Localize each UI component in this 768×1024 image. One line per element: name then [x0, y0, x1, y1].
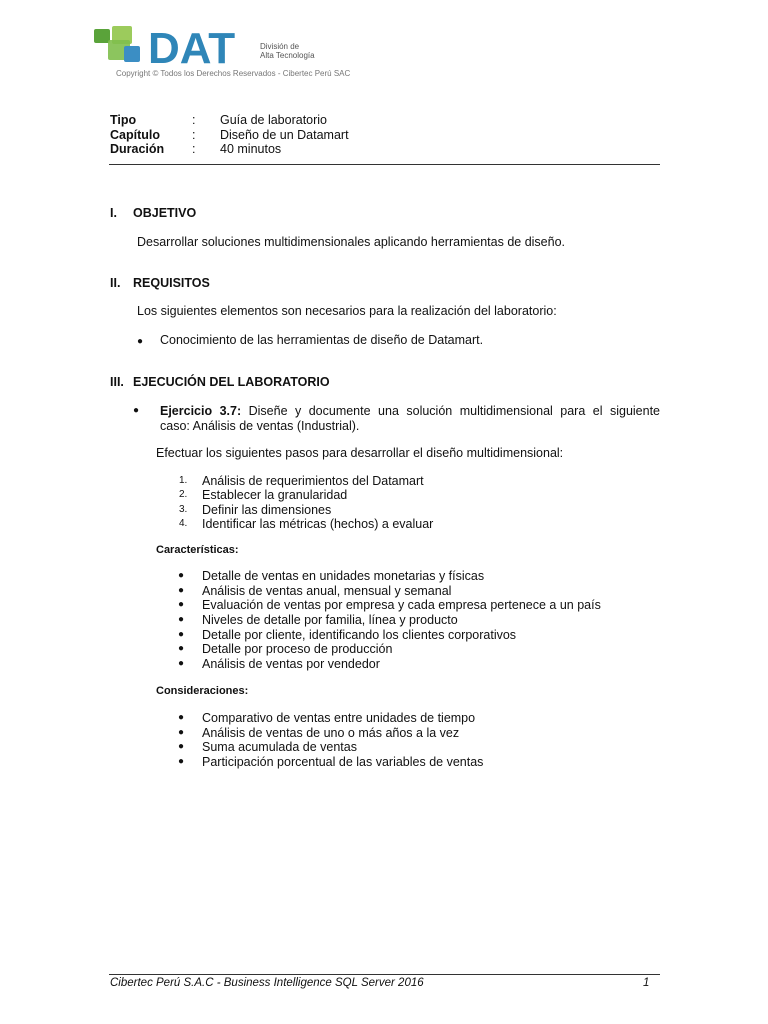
- logo-squares-icon: [94, 26, 264, 68]
- list-item: [179, 474, 433, 488]
- list-item-text: Evaluación de ventas por empresa y cada empresa pertenece a un país: [202, 598, 601, 613]
- division-line-1: División de: [260, 42, 300, 51]
- footer-text: Cibertec Perú S.A.C - Business Intelligence SQL Server 2016: [110, 977, 424, 989]
- bullet-icon: ●: [178, 599, 185, 611]
- bullet-icon: ●: [178, 643, 185, 655]
- bullet-icon: ●: [178, 741, 185, 753]
- step-number: 1.: [179, 475, 188, 486]
- section-objetivo-title: [110, 206, 196, 220]
- exercise-label: Ejercicio 3.7:: [160, 404, 242, 418]
- section-heading: EJECUCIÓN DEL LABORATORIO: [133, 375, 330, 389]
- step-text: Definir las dimensiones: [202, 502, 332, 517]
- list-item-text: Suma acumulada de ventas: [202, 740, 357, 755]
- meta-sep: :: [192, 127, 196, 142]
- list-item-text: Detalle por proceso de producción: [202, 642, 393, 657]
- list-item: [178, 726, 483, 741]
- section-ejecucion-title: [110, 375, 330, 389]
- bullet-icon: ●: [178, 570, 185, 581]
- meta-row-duracion: [110, 142, 349, 157]
- list-item: [179, 488, 433, 502]
- list-item-text: Análisis de ventas de uno o más años a la vez: [202, 725, 460, 740]
- step-number: 3.: [179, 503, 188, 515]
- footer-divider: [109, 974, 660, 975]
- meta-sep: :: [192, 142, 196, 157]
- requisitos-intro: Los siguientes elementos son necesarios para la realización del laboratorio:: [137, 304, 557, 318]
- list-item: [178, 598, 601, 613]
- list-item-text: Comparativo de ventas entre unidades de tiempo: [202, 711, 476, 725]
- bullet-icon: ●: [137, 336, 144, 347]
- list-item: [179, 503, 433, 517]
- list-item-text: Análisis de ventas por vendedor: [202, 657, 380, 672]
- meta-value: Guía de laboratorio: [220, 113, 328, 127]
- step-number: 4.: [179, 517, 188, 529]
- header-divider: [109, 164, 660, 165]
- copyright: Copyright © Todos los Derechos Reservados - Cibertec Perú SAC: [116, 69, 351, 78]
- step-number: 2.: [179, 489, 188, 501]
- bullet-icon: ●: [133, 405, 140, 416]
- list-item-text: Detalle por cliente, identificando los clientes corporativos: [202, 627, 517, 642]
- meta-value: Diseño de un Datamart: [220, 127, 349, 142]
- objetivo-text: Desarrollar soluciones multidimensionales aplicando herramientas de diseño.: [137, 235, 566, 249]
- meta-key: Duración: [110, 142, 165, 157]
- list-item-text: Niveles de detalle por familia, línea y producto: [202, 613, 458, 628]
- bullet-icon: ●: [178, 726, 185, 738]
- list-item: [178, 711, 483, 726]
- bullet-icon: ●: [178, 614, 185, 626]
- meta-key: Capítulo: [110, 127, 160, 142]
- caracteristicas-title: Características:: [156, 544, 239, 556]
- meta-sep: :: [192, 113, 196, 127]
- step-text: Identificar las métricas (hechos) a evaluar: [202, 516, 434, 531]
- section-heading: OBJETIVO: [133, 206, 197, 220]
- logo-brand-text: DAT: [148, 26, 236, 68]
- list-item-text: Participación porcentual de las variables de ventas: [202, 755, 484, 770]
- list-item: [178, 642, 601, 657]
- section-number: II.: [110, 276, 121, 290]
- list-item-text: Análisis de ventas anual, mensual y semanal: [202, 583, 452, 598]
- requisitos-bullet-text: Conocimiento de las herramientas de diseño de Datamart.: [160, 333, 484, 347]
- step-text: Establecer la granularidad: [202, 488, 348, 503]
- list-item: [178, 628, 601, 643]
- list-item-text: Detalle de ventas en unidades monetarias y físicas: [202, 569, 485, 583]
- consideraciones-title: Consideraciones:: [156, 685, 249, 697]
- section-number: I.: [110, 206, 117, 220]
- exercise-line-2: caso: Análisis de ventas (Industrial).: [160, 418, 360, 433]
- list-item: [178, 613, 601, 628]
- list-item: [178, 569, 601, 584]
- bullet-icon: ●: [178, 658, 185, 670]
- page-number: 1: [643, 977, 650, 989]
- steps-list: [179, 474, 433, 531]
- requisitos-bullet: [137, 333, 483, 350]
- list-item: [178, 755, 483, 770]
- meta-row-tipo: [110, 113, 349, 128]
- exercise-line-1: [160, 404, 660, 419]
- section-number: III.: [110, 375, 124, 389]
- list-item: [178, 584, 601, 599]
- list-item: [179, 517, 433, 531]
- consideraciones-list: [178, 711, 483, 770]
- bullet-icon: ●: [178, 756, 185, 768]
- exercise-text: Diseñe y documente una solución multidimensional para el siguiente: [248, 404, 660, 418]
- meta-block: [110, 113, 349, 157]
- bullet-icon: ●: [178, 712, 185, 723]
- list-item: [178, 657, 601, 672]
- division-line-2: Alta Tecnología: [260, 51, 315, 60]
- bullet-icon: ●: [178, 628, 185, 640]
- bullet-icon: ●: [178, 584, 185, 596]
- section-heading: REQUISITOS: [133, 276, 210, 290]
- meta-value: 40 minutos: [220, 142, 282, 157]
- step-text: Análisis de requerimientos del Datamart: [202, 474, 424, 488]
- list-item: [178, 740, 483, 755]
- steps-intro: Efectuar los siguientes pasos para desarrollar el diseño multidimensional:: [156, 446, 564, 460]
- exercise-block: [133, 404, 660, 433]
- logo-division: [260, 42, 315, 60]
- meta-key: Tipo: [110, 113, 137, 127]
- meta-row-capitulo: [110, 128, 349, 143]
- section-requisitos-title: [110, 276, 210, 290]
- caracteristicas-list: [178, 569, 601, 672]
